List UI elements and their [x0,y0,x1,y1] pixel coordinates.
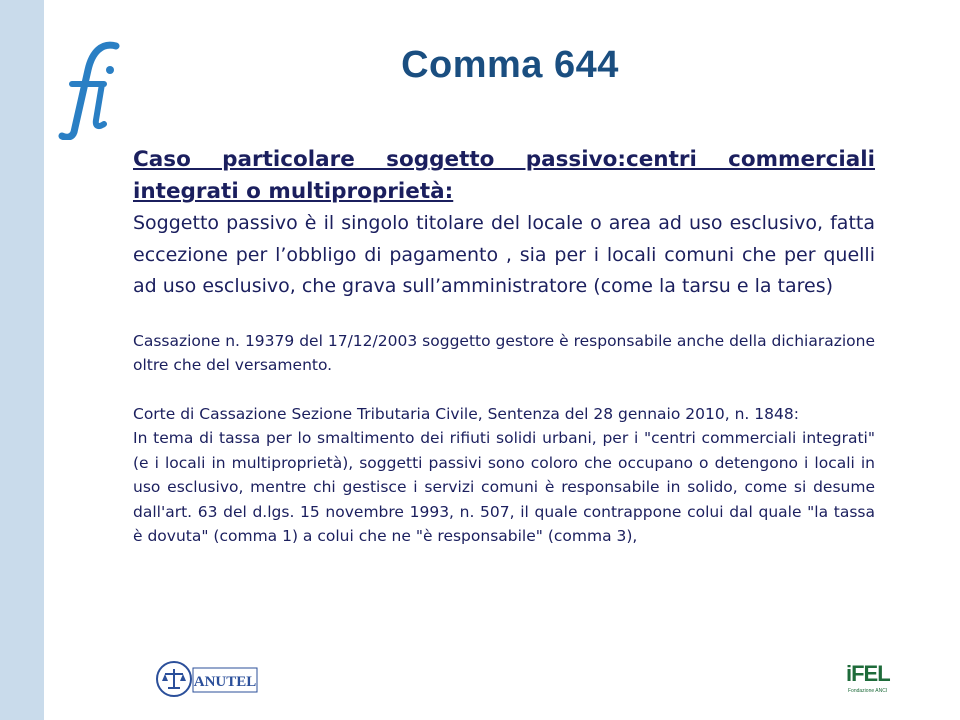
slide-content [133,144,875,549]
spacer [133,303,875,329]
ifel-logo-subtext: Fondazione ANCI [848,688,888,694]
sentenza-heading: Corte di Cassazione Sezione Tributaria Civile, Sentenza del 28 gennaio 2010, n. 1848: [133,404,799,423]
cassazione-paragraph: Cassazione n. 19379 del 17/12/2003 soggetto gestore è responsabile anche della dichiarazione oltre che del versamento. [133,331,875,374]
ifel-logo [846,657,890,703]
spacer [133,378,875,402]
ifel-logo-text: iFEL [846,661,890,686]
anutel-logo [155,660,259,698]
section-subtitle: Caso particolare soggetto passivo:centri commerciali integrati o multiproprietà: [133,147,875,204]
slide-title: Comma 644 [401,44,619,86]
fi-logo-icon [58,40,128,140]
anutel-logo-text: ANUTEL [193,674,257,690]
lead-paragraph: Soggetto passivo è il singolo titolare del locale o area ad uso esclusivo, fatta eccezione per l’obbligo di pagamento , sia per i locali comuni che per quelli ad uso esclusivo, che grava sull’amministratore (come la tarsu e la tares) [133,212,875,297]
sentenza-body: In tema di tassa per lo smaltimento dei rifiuti solidi urbani, per i "centri commerciali integrati" (e i locali in multiproprietà), soggetti passivi sono coloro che occupano o detengono i locali in uso esclusivo, mentre chi gestisce i servizi comuni è responsabile in solido, come si desume dall'art. 63 del d.lgs. 15 novembre 1993, n. 507, il quale contrappone colui dal quale "la tassa è dovuta" (comma 1) a colui che ne "è responsabile" (comma 3), [133,429,875,545]
left-accent-band [0,0,44,720]
